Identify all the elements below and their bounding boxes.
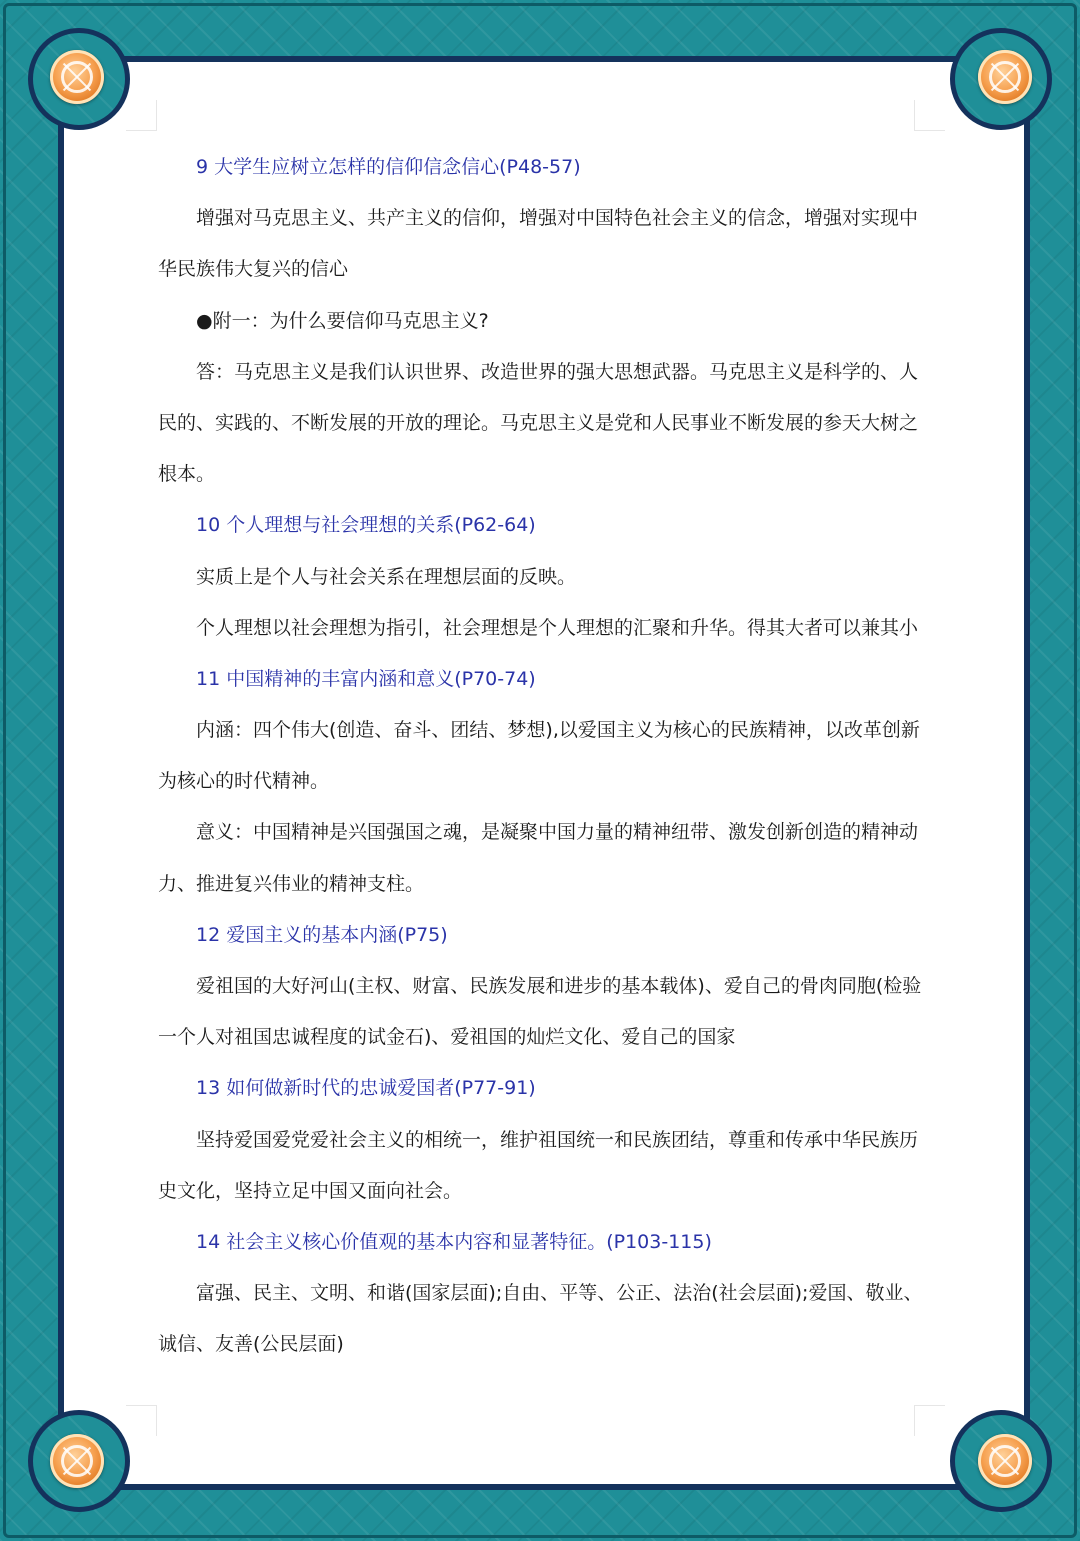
corner-ornament-icon: [978, 1434, 1032, 1488]
paragraph-line: 增强对马克思主义、共产主义的信仰，增强对中国特色社会主义的信念，增强对实现中: [196, 207, 919, 230]
paragraph-line: 富强、民主、文明、和谐(国家层面);自由、平等、公正、法治(社会层面);爱国、敬业、: [196, 1282, 923, 1305]
corner-ornament-icon: [50, 50, 104, 104]
paragraph-line: 民的、实践的、不断发展的开放的理论。马克思主义是党和人民事业不断发展的参天大树之: [158, 411, 919, 434]
paragraph-line: 诚信、友善(公民层面): [158, 1333, 344, 1356]
corner-ornament-icon: [50, 1434, 104, 1488]
corner-ornament-icon: [978, 50, 1032, 104]
crop-mark: [914, 100, 945, 131]
section-heading: 14 社会主义核心价值观的基本内容和显著特征。(P103-115): [196, 1230, 712, 1253]
paragraph-line: 一个人对祖国忠诚程度的试金石)、爱祖国的灿烂文化、爱自己的国家: [158, 1026, 736, 1049]
paragraph-line: 实质上是个人与社会关系在理想层面的反映。: [196, 565, 577, 588]
paragraph-line: ●附一：为什么要信仰马克思主义?: [196, 309, 489, 332]
paragraph-line: 爱祖国的大好河山(主权、财富、民族发展和进步的基本载体)、爱自己的骨肉同胞(检验: [196, 975, 922, 997]
paragraph-line: 答：马克思主义是我们认识世界、改造世界的强大思想武器。马克思主义是科学的、人: [196, 360, 919, 383]
paragraph-line: 华民族伟大复兴的信心: [158, 258, 349, 281]
section-heading: 11 中国精神的丰富内涵和意义(P70-74): [196, 667, 536, 690]
section-heading: 13 如何做新时代的忠诚爱国者(P77-91): [196, 1077, 536, 1100]
paragraph-line: 史文化，坚持立足中国又面向社会。: [158, 1179, 463, 1202]
crop-mark: [914, 1405, 945, 1436]
paragraph-line: 力、推进复兴伟业的精神支柱。: [158, 872, 425, 895]
paragraph-line: 根本。: [158, 463, 216, 486]
paragraph-line: 坚持爱国爱党爱社会主义的相统一，维护祖国统一和民族团结，尊重和传承中华民族历: [196, 1128, 919, 1151]
document-body: [158, 142, 923, 1371]
section-heading: 10 个人理想与社会理想的关系(P62-64): [196, 514, 536, 537]
crop-mark: [126, 1405, 157, 1436]
paragraph-line: 为核心的时代精神。: [158, 770, 330, 793]
section-heading: 9 大学生应树立怎样的信仰信念信心(P48-57): [196, 156, 581, 178]
paragraph-line: 意义：中国精神是兴国强国之魂，是凝聚中国力量的精神纽带、激发创新创造的精神动: [196, 821, 919, 844]
crop-mark: [126, 100, 157, 131]
paragraph-line: 个人理想以社会理想为指引，社会理想是个人理想的汇聚和升华。得其大者可以兼其小: [196, 616, 919, 639]
paragraph-line: 内涵：四个伟大(创造、奋斗、团结、梦想),以爱国主义为核心的民族精神，以改革创新: [196, 719, 920, 742]
section-heading: 12 爱国主义的基本内涵(P75): [196, 923, 448, 946]
